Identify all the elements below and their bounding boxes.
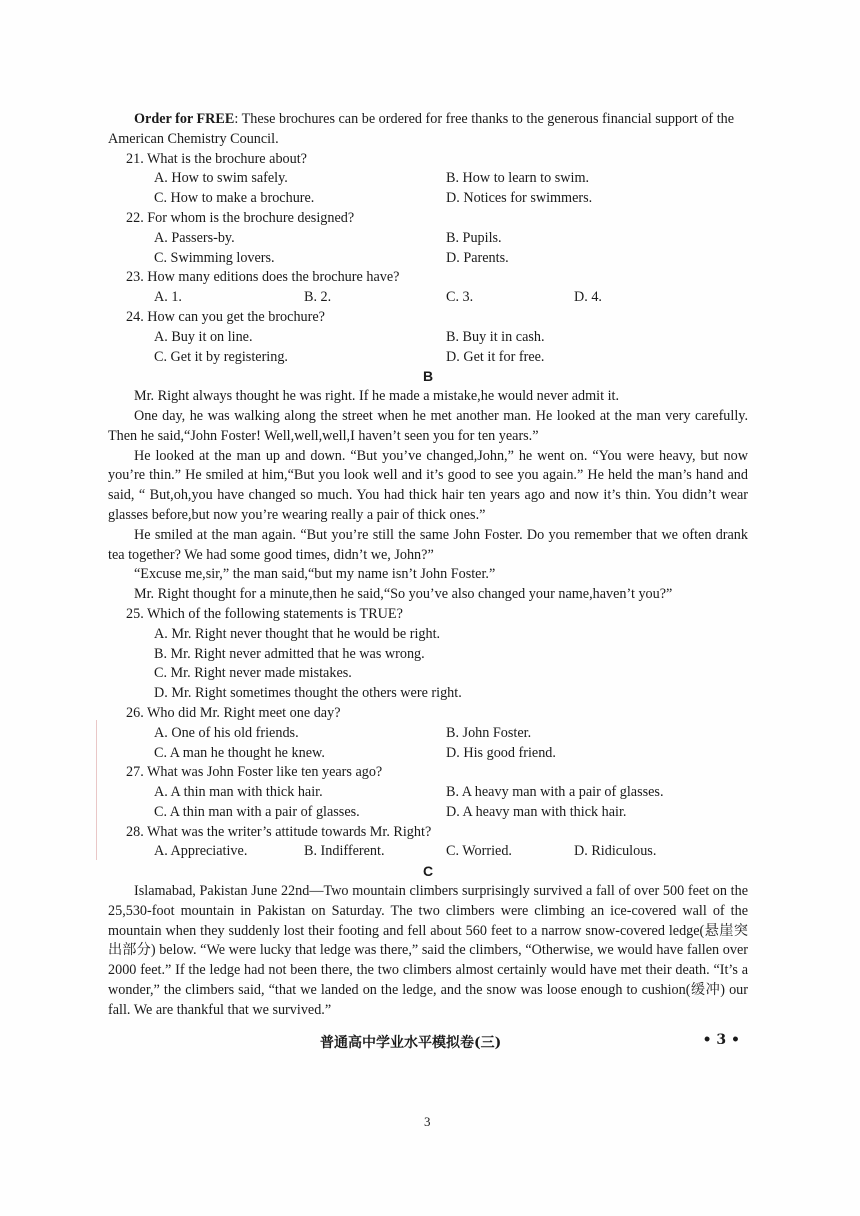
option-c: C. 3. xyxy=(446,289,474,306)
options-24 xyxy=(108,328,748,368)
passage-b-paragraph: He looked at the man up and down. “But you’ve changed,John,” he went on. “You were heavy, but now you’re thin.” He smiled at him,“But you look well and it’s good to see you again.” He held the man’s hand and said, “ But,oh,you have changed so much. You had thick hair ten years ago and now it’s thin. You didn’t wear glasses before,but now you’re wearing really a pair of thick ones.” xyxy=(108,447,748,523)
question-stem: 22. For whom is the brochure designed? xyxy=(126,209,355,226)
option-b: B. Indifferent. xyxy=(304,843,385,860)
option-a: A. Buy it on line. xyxy=(154,328,253,345)
option-d: D. Parents. xyxy=(446,249,509,266)
options-21 xyxy=(108,169,748,209)
option-d: D. His good friend. xyxy=(446,744,556,761)
exam-content xyxy=(108,110,748,1021)
question-stem: 24. How can you get the brochure? xyxy=(126,308,325,325)
footer-title: 普通高中学业水平模拟卷(三) xyxy=(320,1035,502,1051)
option-a: A. 1. xyxy=(154,289,182,306)
option-a: A. How to swim safely. xyxy=(154,170,288,187)
option-b: B. John Foster. xyxy=(446,724,532,741)
passage-b-paragraph: He smiled at the man again. “But you’re still the same John Foster. Do you remember that we often drank tea together? We had some good times, didn’t we, John?” xyxy=(108,526,748,563)
option-c: C. Swimming lovers. xyxy=(154,249,275,266)
question-stem: 25. Which of the following statements is TRUE? xyxy=(126,605,403,622)
passage-b-paragraph: “Excuse me,sir,” the man said,“but my name isn’t John Foster.” xyxy=(134,566,496,583)
option-b: B. Buy it in cash. xyxy=(446,328,545,345)
option-b: B. Pupils. xyxy=(446,229,502,246)
option-c: C. Get it by registering. xyxy=(154,348,288,365)
option-c: C. A thin man with a pair of glasses. xyxy=(154,803,360,820)
option-a: A. Mr. Right never thought that he would be right. xyxy=(154,625,441,642)
section-c-heading: C xyxy=(422,863,434,880)
option-a: A. A thin man with thick hair. xyxy=(154,784,323,801)
option-a: A. Appreciative. xyxy=(154,843,248,860)
option-b: B. A heavy man with a pair of glasses. xyxy=(446,784,664,801)
page-footer xyxy=(320,1032,740,1052)
order-separator: : xyxy=(234,111,239,127)
option-c: C. Mr. Right never made mistakes. xyxy=(154,665,352,682)
question-stem: 26. Who did Mr. Right meet one day? xyxy=(126,704,341,721)
passage-b-paragraph: Mr. Right thought for a minute,then he said,“So you’ve also changed your name,haven’t you?” xyxy=(134,586,673,603)
passage-b-paragraph: Mr. Right always thought he was right. If he made a mistake,he would never admit it. xyxy=(134,388,620,405)
option-a: A. One of his old friends. xyxy=(154,724,299,741)
option-c: C. Worried. xyxy=(446,843,512,860)
order-paragraph xyxy=(108,110,748,150)
options-26 xyxy=(108,724,748,764)
section-b-heading: B xyxy=(422,368,434,385)
options-22 xyxy=(108,229,748,269)
order-text: These brochures can be ordered for free thanks to the generous financial support of the American Chemistry Council. xyxy=(108,111,735,147)
question-stem: 23. How many editions does the brochure have? xyxy=(126,269,400,286)
option-d: D. Get it for free. xyxy=(446,348,545,365)
option-a: A. Passers-by. xyxy=(154,229,235,246)
page-number: 3 xyxy=(424,1114,431,1129)
question-stem: 27. What was John Foster like ten years ago? xyxy=(126,764,383,781)
option-d: D. Mr. Right sometimes thought the others were right. xyxy=(154,685,462,702)
option-b: B. How to learn to swim. xyxy=(446,170,590,187)
options-27 xyxy=(108,783,748,823)
question-stem: 21. What is the brochure about? xyxy=(126,150,307,167)
options-23 xyxy=(108,288,748,308)
options-28 xyxy=(108,842,748,862)
option-b: B. 2. xyxy=(304,289,332,306)
order-label: Order for FREE xyxy=(134,111,235,127)
option-c: C. How to make a brochure. xyxy=(154,190,315,207)
question-stem: 28. What was the writer’s attitude towards Mr. Right? xyxy=(126,823,432,840)
option-d: D. Notices for swimmers. xyxy=(446,190,593,207)
footer-page: • 3 • xyxy=(702,1032,740,1048)
margin-mark xyxy=(96,720,97,860)
passage-c-paragraph: Islamabad, Pakistan June 22nd—Two mountain climbers surprisingly survived a fall of over 500 feet on the 25,530-foot mountain in Pakistan on Saturday. The two climbers were climbing an ice-covered wall of the mountain when they suddenly lost their footing and fell about 560 feet to a narrow snow-covered ledge(悬崖突出部分) below. “We were lucky that ledge was there,” said the climbers, “Otherwise, we would have fallen over 2000 feet.” If the ledge had not been there, the two climbers almost certainly would have met their death. “It’s a wonder,” the climbers said, “that we landed on the ledge, and the snow was loose enough to cushion(缓冲) our fall. We are thankful that we survived.” xyxy=(108,883,748,1018)
option-d: D. 4. xyxy=(574,289,602,306)
option-c: C. A man he thought he knew. xyxy=(154,744,325,761)
option-d: D. A heavy man with thick hair. xyxy=(446,803,627,820)
passage-b-paragraph: One day, he was walking along the street when he met another man. He looked at the man very carefully. Then he said,“John Foster! Well,well,well,I haven’t seen you for ten years.” xyxy=(108,407,748,444)
option-b: B. Mr. Right never admitted that he was wrong. xyxy=(154,645,425,662)
option-d: D. Ridiculous. xyxy=(574,843,657,860)
